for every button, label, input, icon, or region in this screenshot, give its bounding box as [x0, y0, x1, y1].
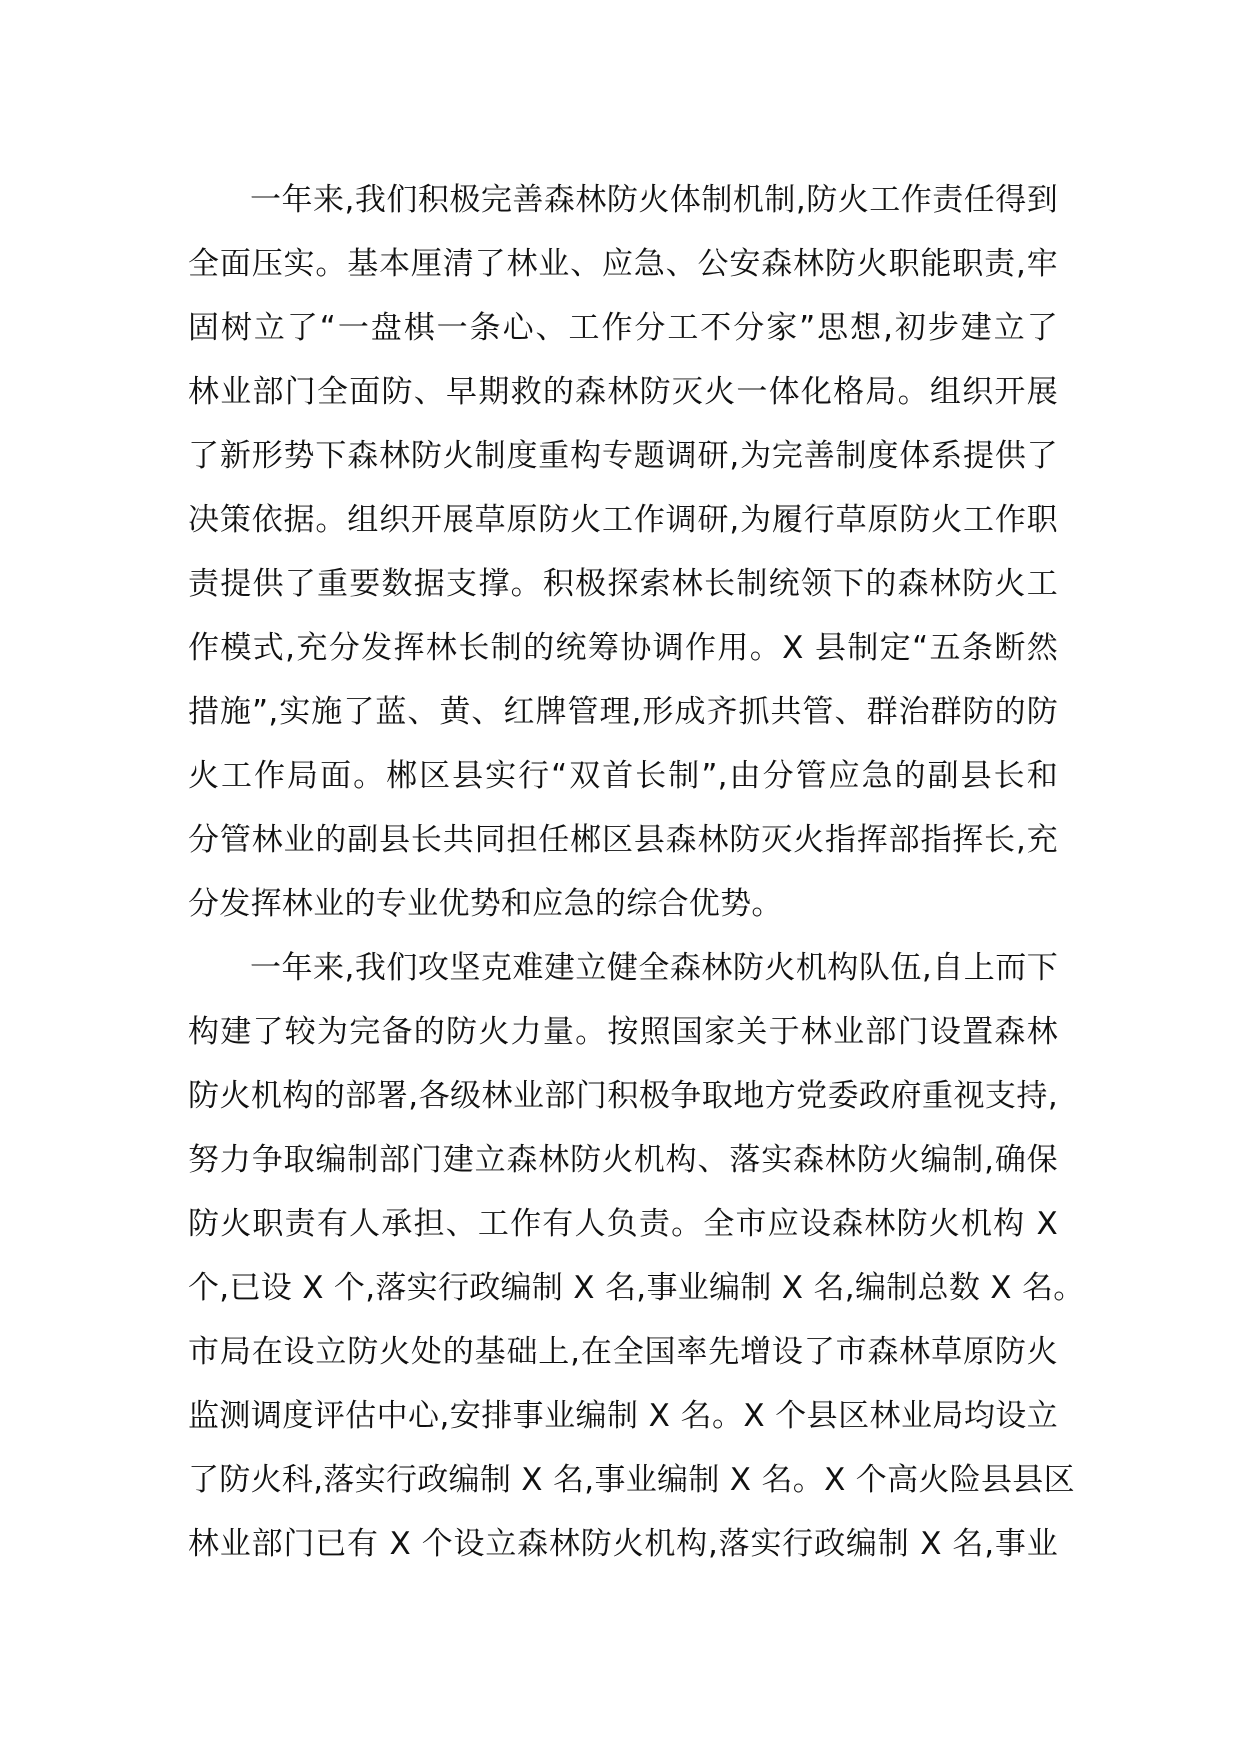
- paragraph-1: [188, 168, 1058, 936]
- paragraph-line: 责提供了重要数据支撑。积极探索林长制统领下的森林防火工: [188, 566, 1058, 602]
- paragraph-line: 林业部门已有 X 个设立森林防火机构,落实行政编制 X 名,事业: [188, 1526, 1058, 1562]
- paragraph-line: 防火职责有人承担、工作有人负责。全市应设森林防火机构 X: [188, 1206, 1058, 1242]
- paragraph-line: 一年来,我们攻坚克难建立健全森林防火机构队伍,自上而下: [250, 950, 1058, 986]
- paragraph-line: 努力争取编制部门建立森林防火机构、落实森林防火编制,确保: [188, 1142, 1058, 1178]
- paragraph-line: 了新形势下森林防火制度重构专题调研,为完善制度体系提供了: [188, 438, 1058, 474]
- paragraph-line: 市局在设立防火处的基础上,在全国率先增设了市森林草原防火: [188, 1334, 1058, 1370]
- paragraph-line: 分发挥林业的专业优势和应急的综合优势。: [188, 886, 783, 922]
- paragraph-line: 构建了较为完备的防火力量。按照国家关于林业部门设置森林: [188, 1014, 1058, 1050]
- paragraph-line: 决策依据。组织开展草原防火工作调研,为履行草原防火工作职: [188, 502, 1058, 538]
- paragraph-line: 林业部门全面防、早期救的森林防灭火一体化格局。组织开展: [188, 374, 1058, 410]
- paragraph-line: 一年来,我们积极完善森林防火体制机制,防火工作责任得到: [250, 182, 1058, 218]
- paragraph-line: 固树立了“一盘棋一条心、工作分工不分家”思想,初步建立了: [188, 310, 1058, 346]
- paragraph-line: 作模式,充分发挥林长制的统筹协调作用。X 县制定“五条断然: [188, 630, 1058, 666]
- paragraph-line: 措施”,实施了蓝、黄、红牌管理,形成齐抓共管、群治群防的防: [188, 694, 1058, 730]
- paragraph-line: 全面压实。基本厘清了林业、应急、公安森林防火职能职责,牢: [188, 246, 1058, 282]
- document-body: [188, 168, 1085, 1576]
- paragraph-line: 防火机构的部署,各级林业部门积极争取地方党委政府重视支持,: [188, 1078, 1058, 1114]
- paragraph-line: 监测调度评估中心,安排事业编制 X 名。X 个县区林业局均设立: [188, 1398, 1058, 1434]
- paragraph-line: 火工作局面。郴区县实行“双首长制”,由分管应急的副县长和: [188, 758, 1058, 794]
- paragraph-2: [188, 936, 1085, 1576]
- paragraph-line: 个,已设 X 个,落实行政编制 X 名,事业编制 X 名,编制总数 X 名。: [188, 1270, 1085, 1306]
- paragraph-line: 了防火科,落实行政编制 X 名,事业编制 X 名。X 个高火险县县区: [188, 1462, 1075, 1498]
- paragraph-line: 分管林业的副县长共同担任郴区县森林防灭火指挥部指挥长,充: [188, 822, 1058, 858]
